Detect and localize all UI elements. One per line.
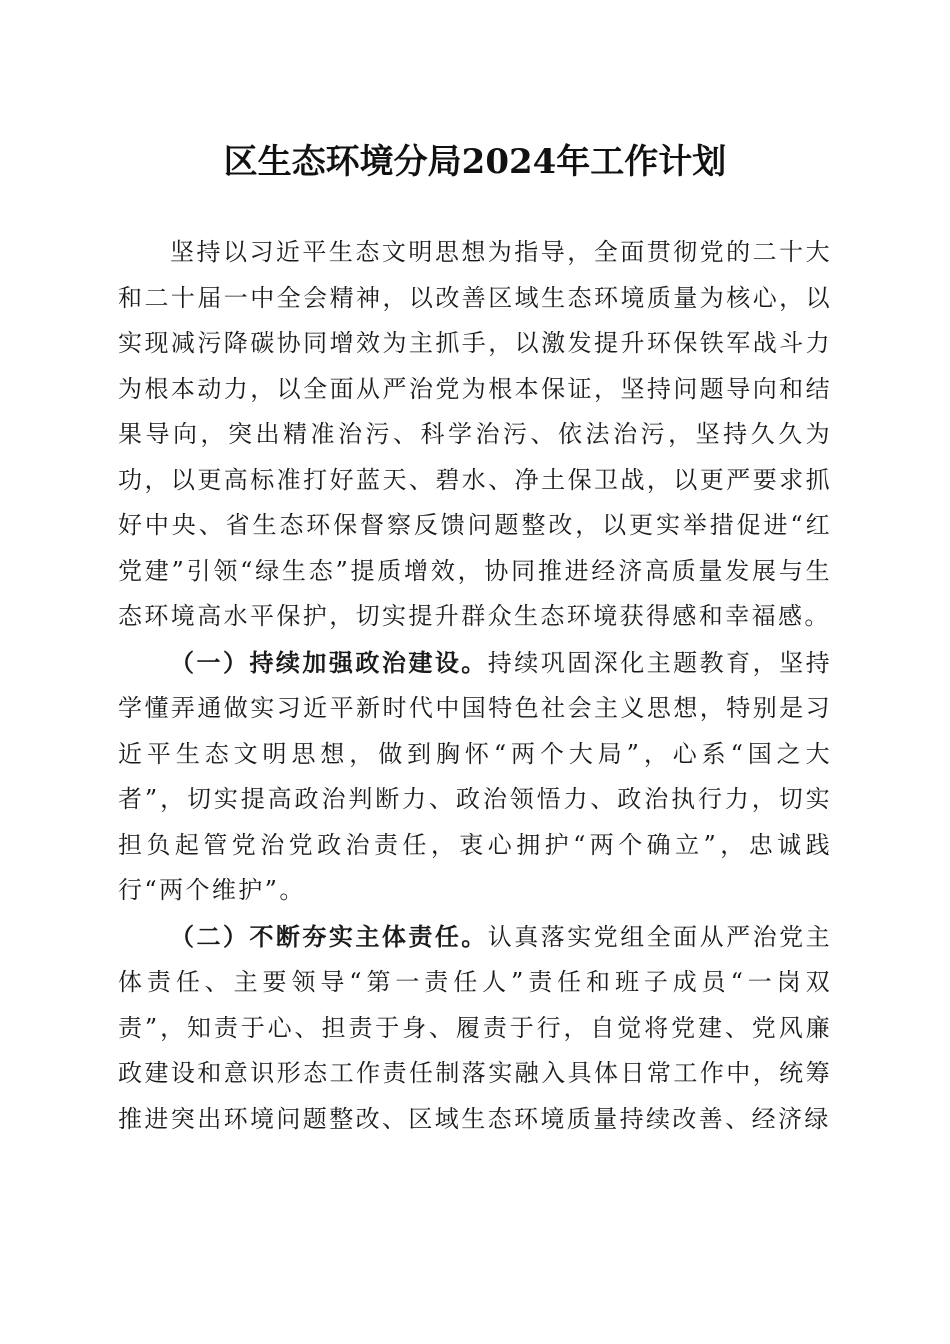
section-paragraph-1 xyxy=(118,640,832,914)
section-heading-1: （一）持续加强政治建设。 xyxy=(170,647,488,677)
section-text-2: 认真落实党组全面从严治党主体责任、主要领导“第一责任人”责任和班子成员“一岗双责”，知责于心、担责于身、履责于行，自觉将党建、党风廉政建设和意识形态工作责任制落实融入具体日常工作中，统筹推进突出环境问题整改、区域生态环境质量持续改善、经济绿 xyxy=(118,922,832,1133)
document-title: 区生态环境分局2024年工作计划 xyxy=(223,142,727,182)
section-heading-2: （二）不断夯实主体责任。 xyxy=(170,921,488,951)
intro-paragraph: 坚持以习近平生态文明思想为指导，全面贯彻党的二十大和二十届一中全会精神，以改善区域生态环境质量为核心，以实现减污降碳协同增效为主抓手，以激发提升环保铁军战斗力为根本动力，以全面从严治党为根本保证，坚持问题导向和结果导向，突出精准治污、科学治污、依法治污，坚持久久为功，以更高标准打好蓝天、碧水、净土保卫战，以更严要求抓好中央、省生态环保督察反馈问题整改，以更实举措促进“红党建”引领“绿生态”提质增效，协同推进经济高质量发展与生态环境高水平保护，切实提升群众生态环境获得感和幸福感。 xyxy=(118,238,832,630)
section-text-1: 持续巩固深化主题教育，坚持学懂弄通做实习近平新时代中国特色社会主义思想，特别是习近平生态文明思想，做到胸怀“两个大局”，心系“国之大者”，切实提高政治判断力、政治领悟力、政治执行力，切实担负起管党治党政治责任，衷心拥护“两个确立”，忠诚践行“两个维护”。 xyxy=(118,648,832,904)
document-body xyxy=(118,230,832,1142)
section-paragraph-2 xyxy=(118,914,832,1143)
